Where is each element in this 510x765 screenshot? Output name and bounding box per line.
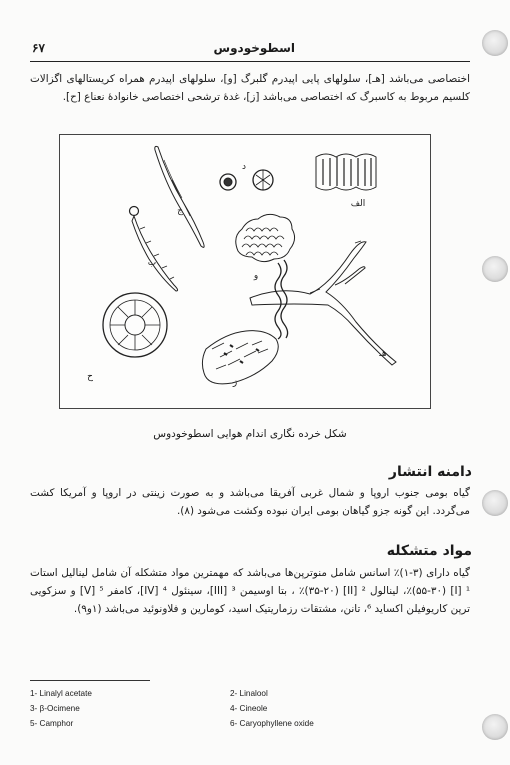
running-title: اسطوخودوس [213, 41, 295, 55]
punch-hole [482, 30, 508, 56]
footnote-item: 5- Camphor [30, 719, 74, 728]
micrograph-drawing [60, 135, 432, 410]
micrograph-figure [59, 134, 431, 409]
intro-paragraph: اختصاصی می‌باشد [هـ]، سلولهای پایی اپیدرم گلبرگ [و]، سلولهای اپیدرم همراه کریستالهای اگزالات کلسیم مربوط به کاسبرگ که اختصاصی می‌باشد [ز]، غدهٔ ترشحی اختصاصی خانوادهٔ نعناع [ح]. [30, 73, 470, 103]
footnote-item: 2- Linalool [230, 689, 268, 698]
distribution-paragraph: گیاه بومی جنوب اروپا و شمال غربی آفریقا می‌باشد و به صورت زینتی در اروپا و آمریکا کشت می‌گردد. این گونه جزو گیاهان بومی ایران نبوده وکشت می‌شود (۸). [30, 487, 470, 517]
punch-hole [482, 714, 508, 740]
figure-label-h: ح [87, 372, 93, 382]
punch-hole [482, 490, 508, 516]
figure-element-c [155, 146, 204, 247]
figure-label-d: د [241, 162, 247, 172]
figure-label-e: هـ [379, 349, 387, 359]
section-heading-constituents: مواد متشکله [386, 543, 472, 559]
page-header [30, 38, 470, 62]
footnote-divider [30, 680, 150, 681]
footnote-item: 1- Linalyl acetate [30, 689, 92, 698]
figure-label-g: ز [232, 378, 238, 388]
figure-label-b: ب [147, 258, 157, 268]
figure-element-g [202, 331, 278, 384]
figure-caption: شکل خرده نگاری اندام هوایی اسطوخودوس [153, 428, 347, 440]
figure-element-b [130, 207, 178, 292]
constituents-paragraph: گیاه دارای (۳-۱)٪ اسانس شامل منوترپن‌ها می‌باشد که مهمترین مواد متشکله آن شامل لینالیل استات ¹ [I] (۵۵-۳۰)٪، لینالول ² [II] (۳۵-۲۰)٪ ، بتا اوسیمن ³ [III]، سینئول ⁴ [IV]، کامفر ⁵ [V] و سزکویی ترپن کاریوفیلن اکساید ⁶، تانن، مشتقات رزماریتیک اسید، کومارین و فلاونوئید می‌باشد (۱و۹). [30, 567, 471, 615]
figure-label-a: الف [350, 199, 366, 209]
figure-label-f: و [253, 271, 259, 281]
footnote-item: 3- β-Ocimene [30, 704, 80, 713]
figure-element-f [236, 214, 295, 261]
figure-element-h [103, 293, 167, 357]
page-number: ۶۷ [32, 41, 45, 55]
footnote-item: 6- Caryophyllene oxide [230, 719, 314, 728]
figure-element-a [316, 154, 376, 190]
footnote-item: 4- Cineole [230, 704, 268, 713]
figure-element-d [220, 170, 273, 190]
punch-hole [482, 256, 508, 282]
figure-label-c: ج [177, 206, 183, 216]
figure-element-wavy-hair [275, 260, 288, 339]
section-heading-distribution: دامنه انتشار [388, 464, 472, 480]
